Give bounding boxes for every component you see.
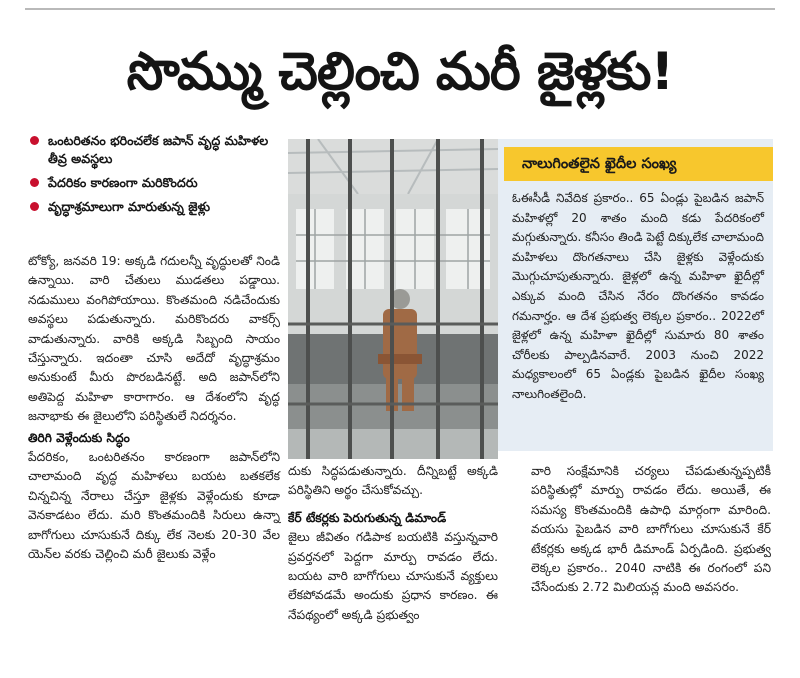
article-paragraph: దుకు సిద్ధపడుతున్నారు. దీన్నిబట్టే అక్కడి పరిస్థితిని అర్థం చేసుకోవచ్చు.: [288, 464, 498, 498]
article-column-1: [28, 252, 280, 565]
bullet-text: వృద్ధాశ్రమాలుగా మారుతున్న జైళ్లు: [48, 199, 211, 214]
article-column-3: [531, 462, 771, 598]
bullet-dot-icon: [30, 136, 39, 145]
bullet-list: [28, 132, 280, 222]
bullet-dot-icon: [30, 178, 39, 187]
bullet-text: పేదరికం కారణంగా మరికొందరు: [48, 175, 198, 190]
article-photo: [288, 139, 498, 459]
article-subhead: తిరిగి వెళ్లేందుకు సిద్ధం: [28, 430, 130, 445]
article-column-2: [288, 462, 498, 625]
sidebar-box-text: ఓఈసీడీ నివేదిక ప్రకారం.. 65 ఏండ్లు పైబడిన జపాన్ మహిళల్లో 20 శాతం మంది కడు పేదరికంలో మగ్గుతున్నారు. కనీసం తిండి పెట్టే దిక్కులేక చాలామంది మహిళలు దొంగతనాలు చేసి జైళ్లకు వెళ్లేందుకు మొగ్గుచూపుతున్నారు. జైళ్లలో ఉన్న మహిళా ఖైదీల్లో ఎక్కువ మంది చేసిన నేరం దొంగతనం కావడం గమనార్హం. ఆ దేశ ప్రభుత్వ లెక్కల ప్రకారం.. 2022లో జైళ్లలో ఉన్న మహిళా ఖైదీల్లో సుమారు 80 శాతం చోరీలకు పాల్పడినవారే. 2003 నుంచి 2022 మధ్యకాలంలో 65 ఏండ్లకు పైబడిన ఖైదీల సంఖ్య నాలుగింతలైంది.: [512, 191, 764, 401]
article-paragraph: పేదరికం, ఒంటరితనం కారణంగా జపాన్‌లోని చాలామంది వృద్ధ మహిళలు బయట బతకలేక చిన్నచిన్న నేరాలు చేస్తూ జైళ్లకు వెళ్లేందుకు కూడా వెనకాడటం లేదు. మరి కొంతమందికి సిరులు ఉన్నా బాగోగులు చూసుకునే దిక్కు లేక నెలకు 20-30 వేల యెన్‌ల వరకు చెల్లించి మరీ జైలుకు వెళ్లేం: [28, 450, 280, 562]
article-paragraph: టోక్యో, జనవరి 19: అక్కడి గదులన్నీ వృద్ధులతో నిండి ఉన్నాయి. వారి చేతులు ముడతలు పడ్డాయి. నడుములు వంగిపోయాయి. కొంతమంది నడిచేందుకు అవస్థలు పడుతున్నారు. మరికొందరు వాకర్స్ వాడుతున్నారు. వారికి అక్కడి సిబ్బంది సాయం చేస్తున్నారు. ఇదంతా చూసి అదేదో వృద్ధాశ్రమం అనుకుంటే మీరు పొరబడినట్టే. అది జపాన్‌లోని అతిపెద్ద మహిళా కారాగారం. ఆ దేశంలోని వృద్ధ జనాభాకు ఈ జైలులోని పరిస్థితులే నిదర్శనం.: [28, 254, 280, 424]
article-paragraph: వారి సంక్షేమానికి చర్యలు చేపడుతున్నప్పటికీ పరిస్థితుల్లో మార్పు రావడం లేదు. అయితే, ఈ సమస్య కొంతమందికి ఉపాధి మార్గంగా మారింది. వయసు పైబడిన వారి బాగోగులు చూసుకునే కేర్ టేకర్లకు అక్కడ భారీ డిమాండ్ ఏర్పడింది. ప్రభుత్వ లెక్కల ప్రకారం.. 2040 నాటికి ఈ రంగంలో పని చేసేందుకు 2.72 మిలియన్ల మంది అవసరం.: [531, 464, 771, 595]
headline: సొమ్ము చెల్లించి మరీ జైళ్లకు!: [126, 42, 674, 102]
bullet-item: [28, 198, 280, 216]
article-subhead: కేర్ టేకర్లకు పెరుగుతున్న డిమాండ్: [288, 510, 447, 525]
sidebar-box-title: నాలుగింతలైన ఖైదీల సంఖ్య: [504, 147, 773, 181]
prison-corridor-image: [288, 139, 498, 459]
bullet-item: [28, 132, 280, 168]
bullet-item: [28, 174, 280, 192]
top-rule: [25, 8, 775, 10]
sidebar-box: [498, 139, 773, 451]
bullet-text: ఒంటరితనం భరించలేక జపాన్ వృద్ధ మహిళల తీవ్ర అవస్థలు: [48, 133, 269, 166]
bullet-dot-icon: [30, 202, 39, 211]
article-paragraph: జైలు జీవితం గడిపాక బయటికి వస్తున్నవారి ప్రవర్తనలో పెద్దగా మార్పు రావడం లేదు. బయట వారి బాగోగులు చూసుకునే వ్యక్తులు లేకపోవడమే అందుకు ప్రధాన కారణం. ఈ నేపథ్యంలో అక్కడి ప్రభుత్వం: [288, 530, 498, 622]
